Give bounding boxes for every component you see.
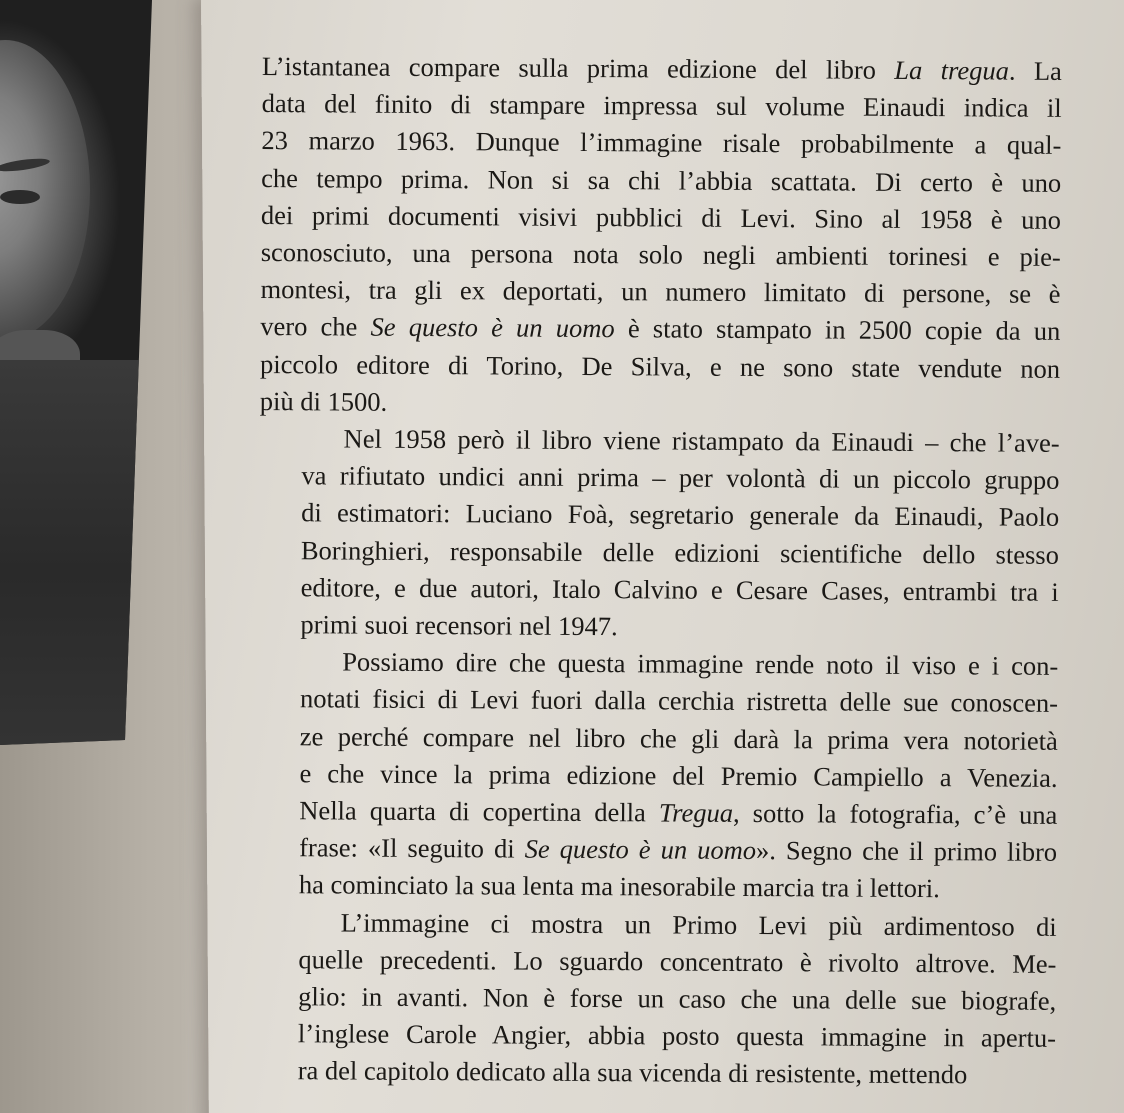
text-run: di estimatori: Luciano Foà, segretario generale da Einaudi, Paolo xyxy=(301,497,1060,533)
text-run: Nel 1958 però il libro viene ristampato da Einaudi – che l’ave- xyxy=(343,423,1060,458)
text-run: , sotto la fotografia, c’è una xyxy=(732,797,1058,830)
text-run: l’inglese Carole Angier, abbia posto questa immagine in apertu- xyxy=(297,1018,1057,1054)
text-line xyxy=(261,122,1061,164)
text-run: glio: in avanti. Non è forse un caso che una delle sue biografe, xyxy=(298,981,1057,1016)
text-line xyxy=(256,941,1056,983)
text-run: Boringhieri, responsabile delle edizioni scientifiche dello stesso xyxy=(300,534,1060,570)
text-run: è stato stampato in 2500 copie da un xyxy=(614,313,1061,347)
text-line xyxy=(258,643,1058,685)
italic-title: Se questo è un uomo xyxy=(370,312,615,344)
text-run: vero che xyxy=(260,311,371,343)
text-line xyxy=(259,532,1059,574)
text-line xyxy=(256,978,1056,1020)
text-run: 23 marzo 1963. Dunque l’immagine risale probabilmente a qual- xyxy=(261,125,1062,161)
text-run: notati fisici di Levi fuori dalla cerchia ristretta delle sue conoscen- xyxy=(299,683,1059,719)
paragraph xyxy=(258,420,1059,648)
text-line xyxy=(260,420,1060,462)
text-line xyxy=(257,904,1057,946)
body-text xyxy=(256,48,1062,1095)
text-line xyxy=(257,866,1057,908)
text-run: . La xyxy=(1008,55,1062,86)
text-run: montesi, tra gli ex deportati, un numero limitato di persone, se è xyxy=(260,274,1061,310)
text-line xyxy=(260,271,1060,313)
photo-eye xyxy=(0,190,40,204)
text-line xyxy=(260,346,1060,388)
text-line xyxy=(257,792,1057,834)
text-line xyxy=(259,457,1059,499)
text-run: che tempo prima. Non si sa chi l’abbia scattata. Di certo è uno xyxy=(261,162,1062,198)
text-line xyxy=(261,234,1061,276)
paragraph xyxy=(260,48,1062,425)
paragraph xyxy=(256,904,1057,1095)
text-line xyxy=(258,606,1058,648)
text-run: frase: «Il seguito di xyxy=(299,832,525,864)
italic-title: Tregua xyxy=(658,797,734,828)
text-run: L’immagine ci mostra un Primo Levi più ardimentoso di xyxy=(340,907,1057,942)
text-run: ha cominciato la sua lenta ma inesorabile marcia tra i lettori. xyxy=(298,869,940,904)
text-run: L’istantanea compare sulla prima edizione del libro xyxy=(261,50,895,85)
text-run: più di 1500. xyxy=(259,385,388,417)
portrait-photo xyxy=(0,0,155,750)
italic-title: Se questo è un uomo xyxy=(524,833,757,866)
text-line xyxy=(258,680,1058,722)
text-line xyxy=(258,718,1058,760)
text-run: ze perché compare nel libro che gli darà la prima vera notorietà xyxy=(299,720,1058,756)
text-line xyxy=(262,85,1062,127)
text-line xyxy=(259,494,1059,536)
text-line xyxy=(256,1015,1056,1057)
text-run: va rifiutato undici anni prima – per volontà di un piccolo gruppo xyxy=(301,460,1060,496)
text-run: e che vince la prima edizione del Premio Campiello a Venezia. xyxy=(299,758,1058,793)
italic-title: La tregua xyxy=(894,54,1009,86)
paragraph xyxy=(257,643,1059,908)
text-run: ». Segno che il primo libro xyxy=(755,835,1058,868)
text-run: ra del capitolo dedicato alla sua vicenda di resistente, mettendo xyxy=(297,1055,968,1090)
text-run: data del finito di stampare impressa sul volume Einaudi indica il xyxy=(261,88,1062,124)
text-run: Possiamo dire che questa immagine rende noto il viso e i con- xyxy=(342,646,1059,682)
text-run: quelle precedenti. Lo sguardo concentrato è rivolto altrove. Me- xyxy=(298,944,1057,979)
text-line xyxy=(260,383,1060,425)
text-run: dei primi documenti visivi pubblici di Levi. Sino al 1958 è uno xyxy=(260,199,1062,235)
text-run: Nella quarta di copertina della xyxy=(299,795,660,828)
text-line xyxy=(261,197,1061,239)
text-line xyxy=(259,569,1059,611)
text-run: primi suoi recensori nel 1947. xyxy=(300,609,618,642)
text-line xyxy=(261,160,1061,202)
text-line xyxy=(256,1052,1056,1094)
text-run: editore, e due autori, Italo Calvino e Cesare Cases, entrambi tra i xyxy=(300,572,1059,607)
photo-jacket xyxy=(0,360,155,750)
text-line xyxy=(260,308,1060,350)
text-run: piccolo editore di Torino, De Silva, e ne sono state vendute non xyxy=(259,348,1061,384)
text-line xyxy=(257,755,1057,797)
text-line xyxy=(262,48,1062,90)
text-run: sconosciuto, una persona nota solo negli ambienti torinesi e pie- xyxy=(260,237,1061,272)
text-line xyxy=(257,829,1057,871)
